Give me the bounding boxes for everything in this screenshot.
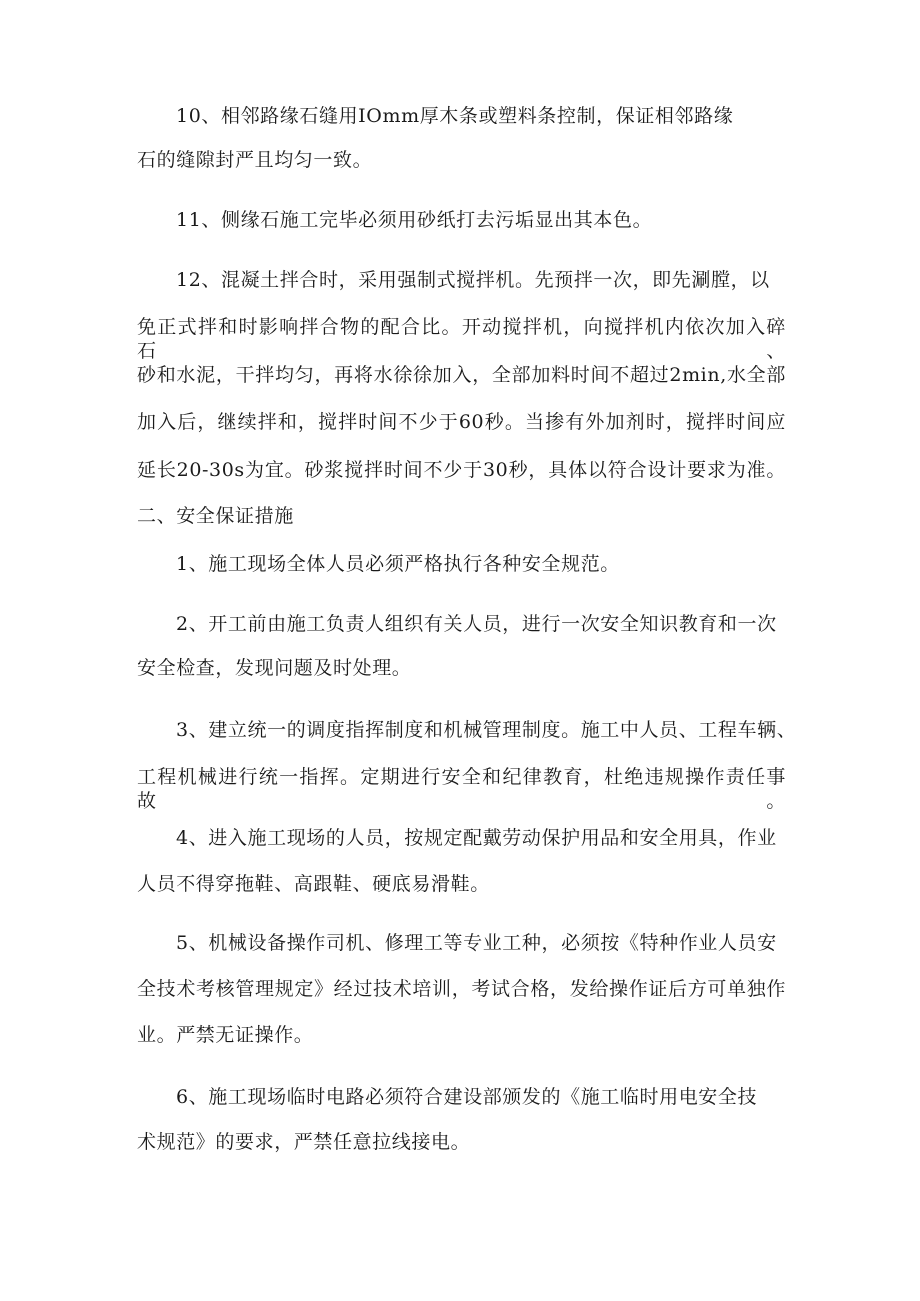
paragraph-s5-line-1: 5、机械设备操作司机、修理工等专业工种，必须按《特种作业人员安 — [176, 932, 777, 954]
paragraph-s4-line-1: 4、进入施工现场的人员，按规定配戴劳动保护用品和安全用具，作业 — [176, 827, 777, 849]
paragraph-12-line-3: 砂和水泥，干拌均匀，再将水徐徐加入，全部加料时间不超过2min,水全部 — [137, 364, 786, 386]
paragraph-12-line-5: 延长20-30s为宜。砂浆搅拌时间不少于30秒，具体以符合设计要求为准。 — [137, 459, 786, 481]
paragraph-s2-line-1: 2、开工前由施工负责人组织有关人员，进行一次安全知识教育和一次 — [176, 613, 777, 635]
paragraph-s3-line-2: 工程机械进行统一指挥。定期进行安全和纪律教育，杜绝违规操作责任事故。 — [137, 766, 786, 812]
paragraph-s2-line-2: 安全检查，发现问题及时处理。 — [137, 657, 412, 679]
paragraph-s6-line-1: 6、施工现场临时电路必须符合建设部颁发的《施工临时用电安全技 — [176, 1086, 758, 1108]
paragraph-s3-line-1: 3、建立统一的调度指挥制度和机械管理制度。施工中人员、工程车辆、 — [176, 719, 797, 741]
paragraph-10-line-1: 10、相邻路缘石缝用IOmm厚木条或塑料条控制，保证相邻路缘 — [176, 105, 734, 127]
paragraph-s1-line-1: 1、施工现场全体人员必须严格执行各种安全规范。 — [176, 553, 620, 575]
paragraph-12-line-4: 加入后，继续拌和，搅拌时间不少于60秒。当掺有外加剂时，搅拌时间应 — [137, 411, 786, 433]
paragraph-12-line-1: 12、混凝土拌合时，采用强制式搅拌机。先预拌一次，即先涮膛，以 — [176, 269, 770, 291]
paragraph-s6-line-2: 术规范》的要求，严禁任意拉线接电。 — [137, 1131, 471, 1153]
paragraph-12-line-2: 免正式拌和时影响拌合物的配合比。开动搅拌机，向搅拌机内依次加入碎石、 — [137, 316, 786, 362]
paragraph-11-line-1: 11、侧缘石施工完毕必须用砂纸打去污垢显出其本色。 — [176, 209, 653, 231]
paragraph-10-line-2: 石的缝隙封严且均匀一致。 — [137, 149, 373, 171]
paragraph-s4-line-2: 人员不得穿拖鞋、高跟鞋、硬底易滑鞋。 — [137, 873, 490, 895]
paragraph-s5-line-2: 全技术考核管理规定》经过技术培训，考试合格，发给操作证后方可单独作 — [137, 978, 786, 1000]
paragraph-s5-line-3: 业。严禁无证操作。 — [137, 1024, 314, 1046]
section-heading-safety: 二、安全保证措施 — [137, 505, 294, 527]
